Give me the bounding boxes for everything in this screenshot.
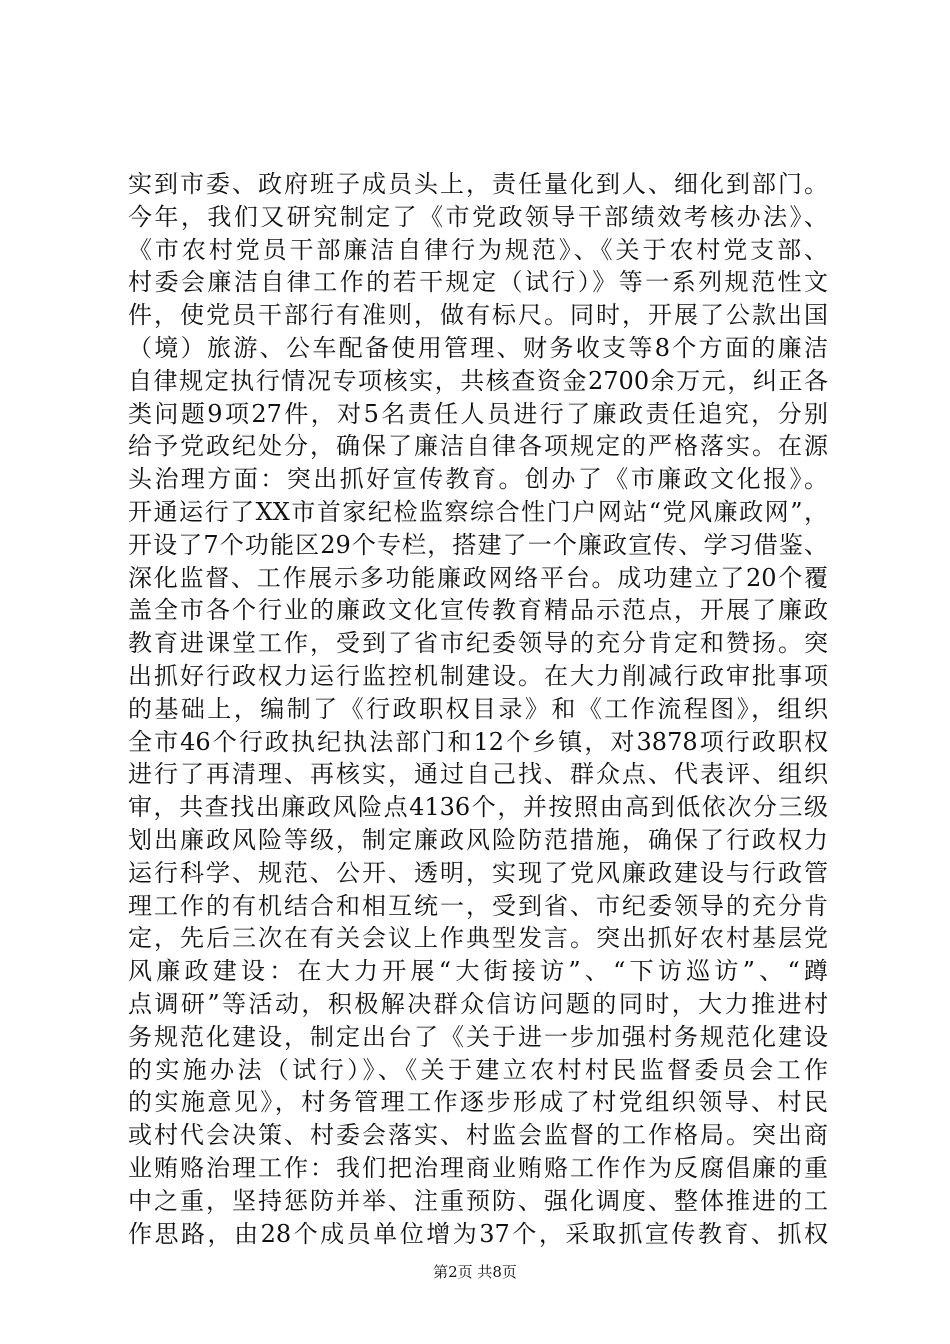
text-line: 运行科学、规范、公开、透明，实现了党风廉政建设与行政管 bbox=[128, 858, 828, 887]
body-text bbox=[128, 168, 828, 1250]
text-line: 理工作的有机结合和相互统一，受到省、市纪委领导的充分肯 bbox=[128, 891, 828, 920]
text-line: （境）旅游、公车配备使用管理、财务收支等8个方面的廉洁 bbox=[128, 333, 828, 362]
text-line: 《市农村党员干部廉洁自律行为规范》、《关于农村党支部、 bbox=[128, 235, 828, 264]
text-line: 教育进课堂工作，受到了省市纪委领导的充分肯定和赞扬。突 bbox=[128, 629, 828, 658]
text-line: 类问题9项27件，对5名责任人员进行了廉政责任追究，分别 bbox=[128, 399, 828, 428]
text-line: 或村代会决策、村委会落实、村监会监督的工作格局。突出商 bbox=[128, 1121, 828, 1150]
text-line: 进行了再清理、再核实，通过自己找、群众点、代表评、组织 bbox=[128, 760, 828, 789]
text-line: 出抓好行政权力运行监控机制建设。在大力削减行政审批事项 bbox=[128, 661, 828, 690]
text-line: 审，共查找出廉政风险点4136个，并按照由高到低依次分三级 bbox=[128, 793, 828, 822]
text-line: 定，先后三次在有关会议上作典型发言。突出抓好农村基层党 bbox=[128, 924, 828, 953]
text-line: 件，使党员干部行有准则，做有标尺。同时，开展了公款出国 bbox=[128, 301, 828, 330]
text-line: 给予党政纪处分，确保了廉洁自律各项规定的严格落实。在源 bbox=[128, 432, 828, 461]
text-line: 深化监督、工作展示多功能廉政网络平台。成功建立了20个覆 bbox=[128, 563, 828, 592]
text-line: 划出廉政风险等级，制定廉政风险防范措施，确保了行政权力 bbox=[128, 825, 828, 854]
text-line: 自律规定执行情况专项核实，共核查资金2700余万元，纠正各 bbox=[128, 366, 828, 395]
text-line: 今年，我们又研究制定了《市党政领导干部绩效考核办法》、 bbox=[128, 202, 828, 231]
text-line: 实到市委、政府班子成员头上，责任量化到人、细化到部门。 bbox=[128, 170, 828, 198]
text-line: 开通运行了XX市首家纪检监察综合性门户网站“党风廉政网”， bbox=[128, 497, 828, 526]
text-line: 的实施办法（试行）》、《关于建立农村村民监督委员会工作 bbox=[128, 1055, 828, 1084]
text-line: 盖全市各个行业的廉政文化宣传教育精品示范点，开展了廉政 bbox=[128, 596, 828, 625]
text-line: 头治理方面：突出抓好宣传教育。创办了《市廉政文化报》。 bbox=[128, 465, 828, 494]
text-line: 作思路，由28个成员单位增为37个，采取抓宣传教育、抓权 bbox=[128, 1219, 828, 1248]
text-line: 开设了7个功能区29个专栏，搭建了一个廉政宣传、学习借鉴、 bbox=[128, 530, 828, 559]
page-footer: 第2页 共8页 bbox=[433, 1263, 517, 1281]
text-line: 中之重，坚持惩防并举、注重预防、强化调度、整体推进的工 bbox=[128, 1186, 828, 1215]
text-line: 点调研”等活动，积极解决群众信访问题的同时，大力推进村 bbox=[128, 989, 828, 1018]
text-line: 全市46个行政执纪执法部门和12个乡镇，对3878项行政职权 bbox=[128, 727, 828, 756]
text-line: 风廉政建设：在大力开展“大街接访”、“下访巡访”、“蹲 bbox=[128, 957, 828, 986]
text-line: 务规范化建设，制定出台了《关于进一步加强村务规范化建设 bbox=[128, 1022, 828, 1051]
text-line: 的实施意见》，村务管理工作逐步形成了村党组织领导、村民 bbox=[128, 1088, 828, 1117]
text-line: 的基础上，编制了《行政职权目录》和《工作流程图》，组织 bbox=[128, 694, 828, 723]
text-line: 村委会廉洁自律工作的若干规定（试行）》等一系列规范性文 bbox=[128, 268, 828, 297]
text-line: 业贿赂治理工作：我们把治理商业贿赂工作作为反腐倡廉的重 bbox=[128, 1153, 828, 1182]
